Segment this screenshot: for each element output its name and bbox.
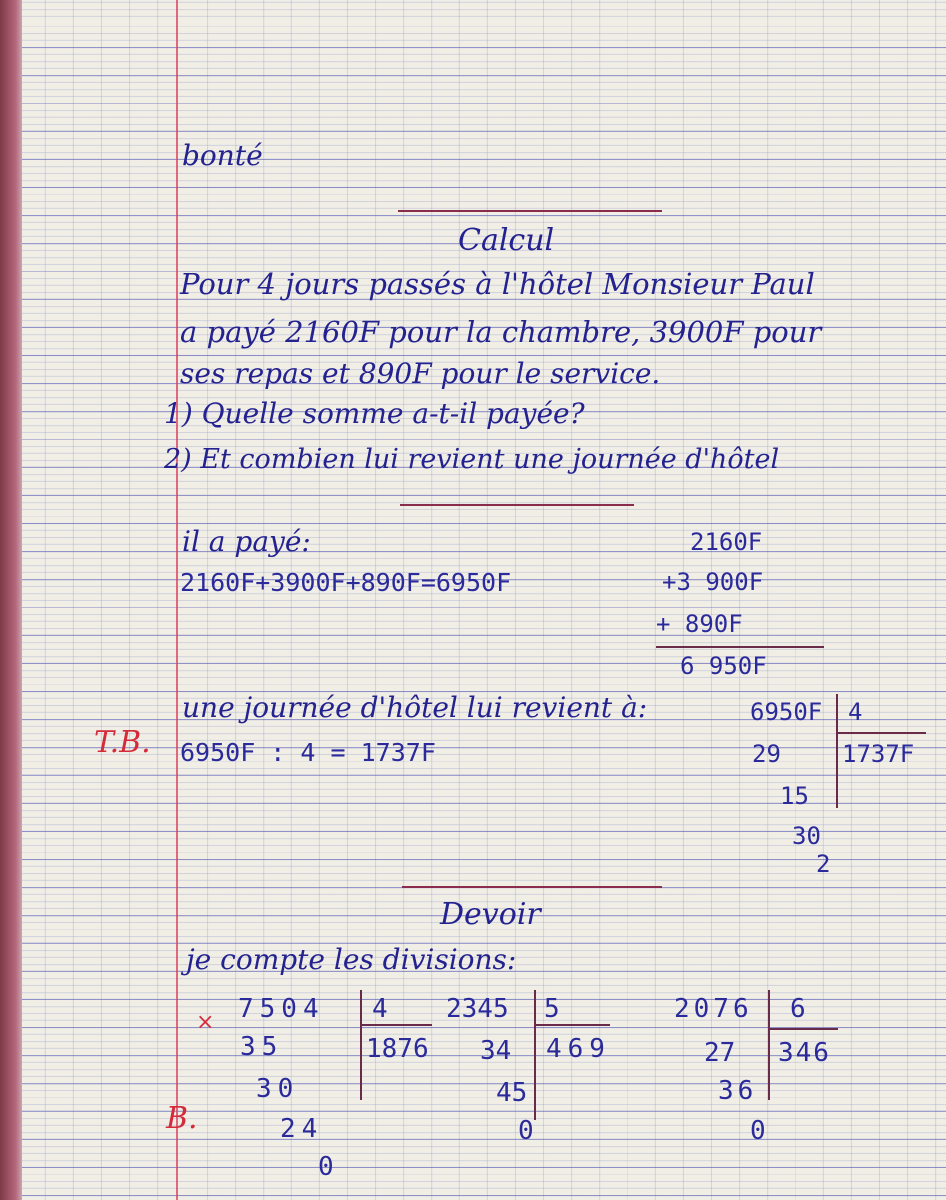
question-1: 1) Quelle somme a-t-il payée? [164,397,585,430]
solution-line-1: il a payé: [182,525,311,558]
problem-line-3: ses repas et 890F pour le service. [180,357,661,390]
calcul-title: Calcul [458,223,555,258]
div2-step: 34 [480,1036,512,1066]
addition-rule [656,646,824,648]
problem-line-2: a payé 2160F pour la chambre, 3900F pour [180,315,822,349]
addition-total: 6 950F [680,652,767,680]
division-divisor: 4 [848,698,863,726]
division-step: 29 [752,740,781,768]
section-divider [400,504,634,506]
solution-line-2: 2160F+3900F+890F=6950F [180,568,512,597]
division-step: 2 [816,850,831,878]
question-2: 2) Et combien lui revient une journée d'hôtel [164,444,780,475]
div2-bar [534,990,536,1120]
div1-dividend: 7504 [238,994,325,1024]
error-mark: × [196,1010,215,1035]
div2-step: 45 [496,1078,528,1108]
section-divider [398,210,662,212]
div1-divisor: 4 [372,994,388,1024]
devoir-title: Devoir [440,897,541,932]
div1-step: 24 [280,1114,324,1144]
div3-step: 27 [704,1038,736,1068]
div3-step: 36 [718,1076,758,1106]
solution-line-4: 6950F : 4 = 1737F [180,738,436,767]
div1-bar [360,990,362,1100]
div3-bar [768,990,770,1100]
division-step: 15 [780,782,809,810]
div2-dividend: 2345 [446,994,509,1024]
division-step: 30 [792,822,821,850]
div3-dividend: 2076 [674,994,753,1024]
div1-step: 35 [240,1032,284,1062]
div3-rule [768,1028,838,1030]
devoir-subtitle: je compte les divisions: [186,943,517,976]
grade-tb: T.B. [94,725,151,760]
grade-b: B. [166,1101,198,1136]
division-quotient: 1737F [842,740,915,768]
div3-quotient: 346 [778,1038,831,1068]
div2-quotient: 469 [546,1034,611,1064]
div2-rule [534,1024,610,1026]
div1-quotient: 1876 [366,1034,429,1064]
addition-term-3: + 890F [656,610,743,638]
division-rule [836,732,926,734]
solution-line-3: une journée d'hôtel lui revient à: [182,691,648,724]
div2-divisor: 5 [544,994,560,1024]
margin-line [176,0,178,1200]
div1-rule [360,1024,432,1026]
word-bonte: bonté [182,139,263,172]
section-divider [402,886,662,888]
div3-divisor: 6 [790,994,806,1024]
div1-step: 0 [318,1152,334,1182]
div2-step: 0 [518,1116,534,1146]
addition-term-2: +3 900F [662,568,764,596]
div3-step: 0 [750,1116,766,1146]
division-dividend: 6950F [750,698,823,726]
addition-term-1: 2160F [690,528,763,556]
notebook-binding [0,0,22,1200]
division-bar [836,694,838,808]
problem-line-1: Pour 4 jours passés à l'hôtel Monsieur Paul [180,267,815,301]
div1-step: 30 [256,1074,300,1104]
